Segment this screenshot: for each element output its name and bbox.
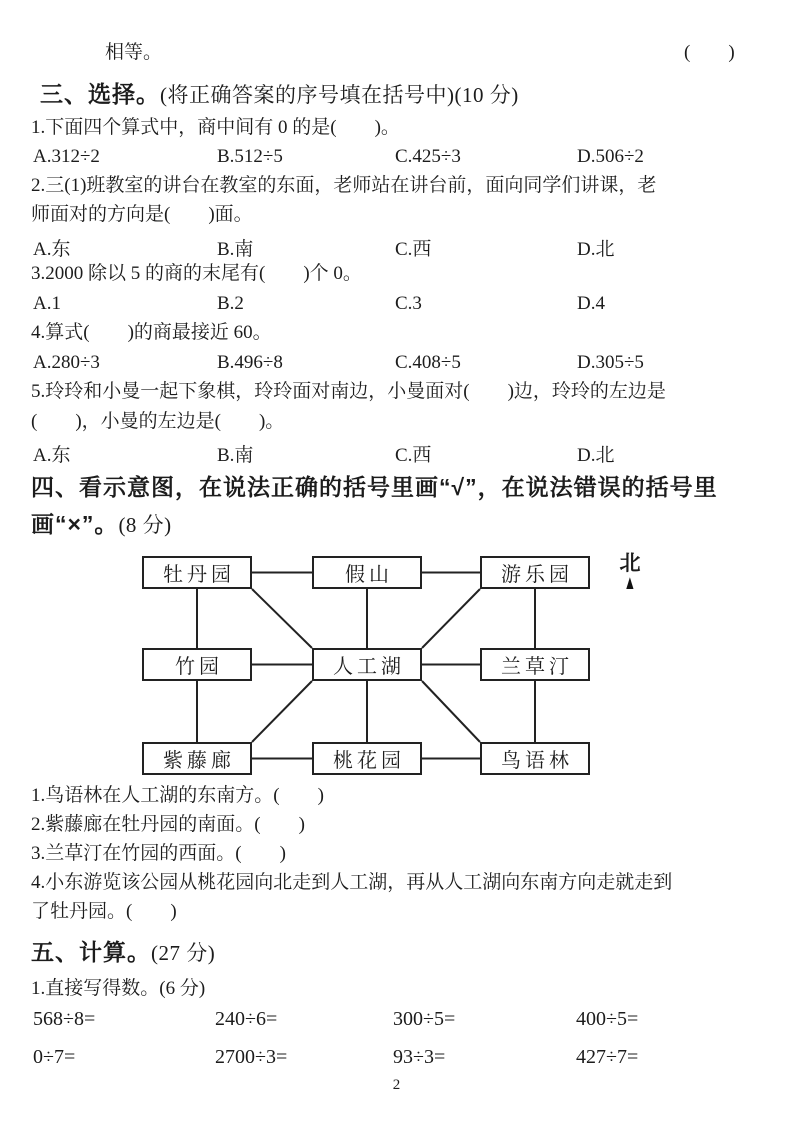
- s5-calc-row-2: [0, 1046, 793, 1070]
- s3-q5-option-d: D.北: [577, 445, 615, 466]
- calc-item: 300÷5=: [393, 1008, 456, 1030]
- map-box-orchid-isle: 兰草汀: [480, 648, 590, 681]
- s3-q5-options: [0, 440, 793, 464]
- s3-question-4: 4.算式( )的商最接近 60。: [31, 322, 272, 343]
- s3-q4-option-b: B.496÷8: [217, 352, 283, 373]
- s3-q1-option-a: A.312÷2: [33, 146, 100, 167]
- s3-q5-option-a: A.东: [33, 445, 71, 466]
- compass-north: [612, 552, 648, 594]
- map-box-amusement-park: 游乐园: [480, 556, 590, 589]
- s3-question-5-line1: 5.玲玲和小曼一起下象棋，玲玲面对南边，小曼面对( )边，玲玲的左边是: [31, 381, 666, 402]
- s3-q2-option-a: A.东: [33, 239, 71, 260]
- calc-item: 0÷7=: [33, 1046, 76, 1068]
- carryover-answer-bracket: ( ): [684, 42, 735, 63]
- s3-q4-option-d: D.305÷5: [577, 352, 644, 373]
- s3-q5-option-b: B.南: [217, 445, 254, 466]
- section4-heading-points: (8 分): [118, 513, 172, 537]
- s3-q1-option-c: C.425÷3: [395, 146, 461, 167]
- section4-heading-line2-bold: 画“×”。: [31, 511, 119, 537]
- section3-heading-note: (将正确答案的序号填在括号中)(10 分): [160, 83, 519, 107]
- calc-item: 2700÷3=: [215, 1046, 288, 1068]
- park-map-diagram: [140, 552, 660, 787]
- section4-heading-line2: [31, 511, 172, 539]
- s3-q5-option-c: C.西: [395, 445, 432, 466]
- map-box-wisteria-corridor: 紫藤廊: [142, 742, 252, 775]
- s3-q1-option-d: D.506÷2: [577, 146, 644, 167]
- s3-q4-options: [0, 352, 793, 376]
- s4-statement-3: 3.兰草汀在竹园的西面。( ): [31, 843, 286, 864]
- map-box-artificial-lake: 人工湖: [312, 648, 422, 681]
- s5-subtask-1: 1.直接写得数。(6 分): [31, 978, 206, 999]
- s3-question-2-line2: 师面对的方向是( )面。: [31, 204, 253, 225]
- s3-q4-option-a: A.280÷3: [33, 352, 100, 373]
- s3-q3-option-b: B.2: [217, 293, 244, 314]
- section3-heading-title: 三、选择。: [40, 81, 160, 107]
- calc-item: 427÷7=: [576, 1046, 639, 1068]
- section5-heading: [31, 939, 215, 967]
- s3-question-2-line1: 2.三(1)班教室的讲台在教室的东面，老师站在讲台前，面向同学们讲课，老: [31, 175, 657, 196]
- calc-item: 400÷5=: [576, 1008, 639, 1030]
- s4-statement-4-line1: 4.小东游览该公园从桃花园向北走到人工湖，再从人工湖向东南方向走就走到: [31, 872, 673, 893]
- s3-q3-option-c: C.3: [395, 293, 422, 314]
- s3-q3-options: [0, 293, 793, 317]
- s3-q2-option-c: C.西: [395, 239, 432, 260]
- section4-heading-line1: 四、看示意图，在说法正确的括号里画“√”，在说法错误的括号里: [31, 474, 718, 500]
- s3-q4-option-c: C.408÷5: [395, 352, 461, 373]
- calc-item: 240÷6=: [215, 1008, 278, 1030]
- s3-question-1: 1.下面四个算式中，商中间有 0 的是( )。: [31, 117, 400, 138]
- section5-heading-points: (27 分): [151, 941, 216, 965]
- s4-statement-2: 2.紫藤廊在牡丹园的南面。( ): [31, 814, 305, 835]
- map-box-birdsong-forest: 鸟语林: [480, 742, 590, 775]
- s3-q2-option-d: D.北: [577, 239, 615, 260]
- s3-q2-options: [0, 234, 793, 258]
- calc-item: 93÷3=: [393, 1046, 446, 1068]
- s3-q3-option-a: A.1: [33, 293, 61, 314]
- section3-heading: [40, 81, 519, 109]
- map-box-bamboo-garden: 竹园: [142, 648, 252, 681]
- page-number: 2: [392, 1077, 401, 1093]
- s3-q2-option-b: B.南: [217, 239, 254, 260]
- s3-q3-option-d: D.4: [577, 293, 605, 314]
- north-label: 北: [619, 551, 641, 575]
- map-box-peony-garden: 牡丹园: [142, 556, 252, 589]
- s3-q1-option-b: B.512÷5: [217, 146, 283, 167]
- map-box-rockery: 假山: [312, 556, 422, 589]
- s4-statement-1: 1.鸟语林在人工湖的东南方。( ): [31, 785, 324, 806]
- s3-question-5-line2: ( )，小曼的左边是( )。: [31, 411, 285, 432]
- map-box-peach-garden: 桃花园: [312, 742, 422, 775]
- s3-question-3: 3.2000 除以 5 的商的末尾有( )个 0。: [31, 263, 362, 284]
- s5-calc-row-1: [0, 1008, 793, 1032]
- north-arrow-icon: ▲: [623, 572, 637, 595]
- section5-heading-title: 五、计算。: [31, 939, 151, 965]
- calc-item: 568÷8=: [33, 1008, 96, 1030]
- s4-statement-4-line2: 了牡丹园。( ): [31, 901, 177, 922]
- carryover-text: 相等。: [105, 42, 163, 63]
- s3-q1-options: [0, 146, 793, 170]
